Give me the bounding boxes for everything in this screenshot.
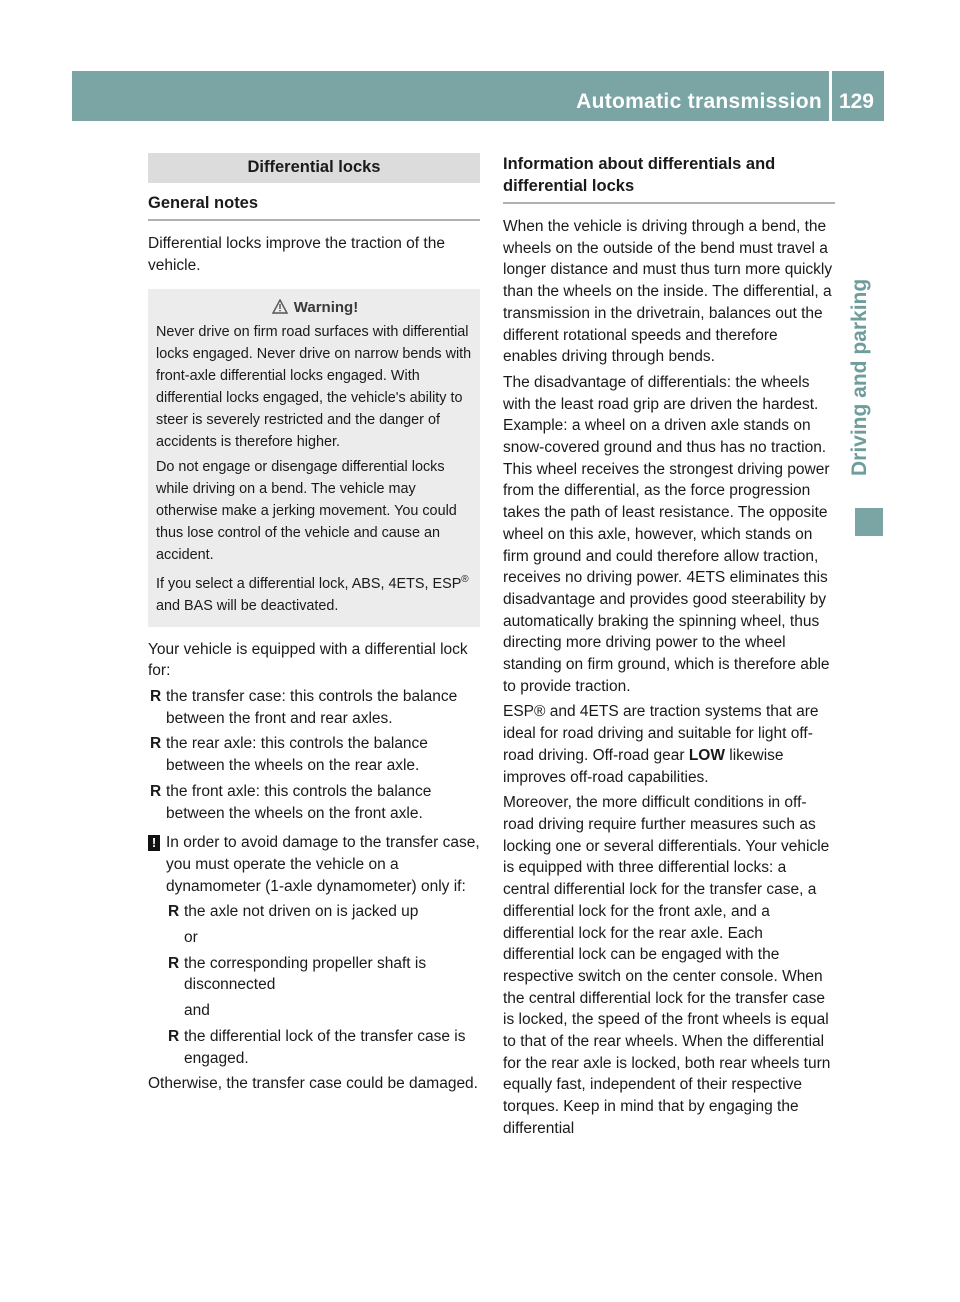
- registered-mark: ®: [461, 573, 469, 585]
- traction-text: ESP® and 4ETS are traction systems that are ideal for road driving and suitable for light off-road driving. Off-road gear: [503, 703, 819, 764]
- warning-p3-tail: and BAS will be deactivated.: [156, 597, 339, 614]
- list-item-text: the differential lock of the transfer case is engaged.: [184, 1027, 466, 1067]
- side-tab-marker: [855, 508, 883, 536]
- caution-note-text: In order to avoid damage to the transfer case, you must operate the vehicle on a dynamometer (1-axle dynamometer) only if:: [166, 834, 480, 895]
- right-column: [503, 153, 835, 1140]
- warning-heading: [156, 297, 474, 321]
- heading-differentials-info: Information about differentials and differential locks: [503, 153, 835, 204]
- page-header-bar: [72, 71, 884, 121]
- exclamation-icon: !: [148, 835, 160, 851]
- bullet-mark: R: [168, 1027, 180, 1045]
- gear-low-label: LOW: [688, 746, 725, 764]
- paragraph-disadvantage: The disadvantage of differentials: the wheels with the least road grip are driven the hardest. Example: a wheel on a driven axle stands on snow-covered ground and thus has no traction. This wheel receives the strongest driving power from the differential, as the force progression takes the path of least resistance. The opposite wheel on this axle, however, which stands on firm ground and could therefore allow traction, receives no driving power. 4ETS eliminates this disadvantage and provides good steerability by automatically braking the spinning wheel, thus directing more driving power to the wheel standing on firm ground, which is therefore able to provide traction.: [503, 373, 830, 695]
- bullet-mark: R: [150, 735, 162, 753]
- list-item: [148, 901, 480, 923]
- traction-text-tail: likewise improves off-road capabilities.: [503, 746, 784, 786]
- chapter-title: Automatic transmission: [576, 90, 822, 113]
- paragraph-traction-systems: [503, 701, 835, 788]
- header-divider: [829, 71, 832, 121]
- bullet-mark: R: [150, 688, 162, 706]
- list-item: [148, 953, 480, 996]
- list-item: [148, 733, 480, 776]
- warning-p3-text: If you select a differential lock, ABS, 4ETS, ESP: [156, 575, 462, 592]
- warning-paragraph-3: [156, 569, 474, 617]
- bullet-mark: R: [168, 954, 180, 972]
- equipped-paragraph: Your vehicle is equipped with a differential lock for:: [148, 640, 468, 680]
- list-item-text: the corresponding propeller shaft is disconnected: [184, 954, 427, 994]
- subheading-general-notes: General notes: [148, 193, 480, 222]
- list-item-text: the front axle: this controls the balance between the wheels on the front axle.: [166, 782, 432, 822]
- page-number: 129: [838, 90, 874, 113]
- warning-paragraph-2: Do not engage or disengage differential locks while driving on a bend. The vehicle may otherwise make a jerking movement. You could thus lose control of the vehicle and cause an accident.: [156, 458, 457, 563]
- warning-title: Warning!: [293, 298, 359, 316]
- closing-paragraph: Otherwise, the transfer case could be damaged.: [148, 1075, 478, 1093]
- bullet-mark: R: [168, 903, 180, 921]
- connector-and: and: [184, 1002, 210, 1020]
- caution-note: [148, 832, 480, 897]
- section-title: Differential locks: [148, 153, 480, 183]
- paragraph-off-road: Moreover, the more difficult conditions in off-road driving require further measures such as locking one or several differentials. Your vehicle is equipped with three differential locks: a central differential lock for the transfer case, a differential lock for the front axle, and a differential lock for the rear axle. Each differential lock can be engaged with the respective switch on the center console. When the central differential lock for the transfer case is locked, the speed of the front wheels is equal to that of the rear wheels. When the differential for the rear axle is locked, both rear wheels turn equally fast, independent of their respective torques. Keep in mind that by engaging the differential: [503, 794, 831, 1137]
- list-item: [148, 686, 480, 729]
- paragraph-bends: When the vehicle is driving through a bend, the wheels on the outside of the bend must travel a longer distance and must thus turn more quickly than the wheels on the inside. The differential, a transmission in the drivetrain, balances out the different rotational speeds and therefore enables driving through bends.: [503, 218, 833, 366]
- list-item: [148, 781, 480, 824]
- side-tab-label: Driving and parking: [848, 278, 871, 476]
- connector-or: or: [184, 929, 198, 947]
- list-item-text: the axle not driven on is jacked up: [184, 903, 419, 921]
- list-item: [148, 1026, 480, 1069]
- warning-box: [148, 289, 480, 627]
- warning-triangle-icon: [272, 299, 288, 321]
- left-column: [148, 153, 480, 1095]
- list-item-text: the transfer case: this controls the balance between the front and rear axles.: [166, 688, 458, 727]
- warning-paragraph-1: Never drive on firm road surfaces with differential locks engaged. Never drive on narrow bends with front-axle differential locks engaged. With differential locks engaged, the vehicle's ability to steer is severely restricted and the danger of accidents is therefore higher.: [156, 323, 472, 450]
- intro-paragraph: Differential locks improve the traction of the vehicle.: [148, 235, 445, 275]
- bullet-mark: R: [150, 782, 162, 800]
- list-item-text: the rear axle: this controls the balance between the wheels on the rear axle.: [166, 735, 428, 775]
